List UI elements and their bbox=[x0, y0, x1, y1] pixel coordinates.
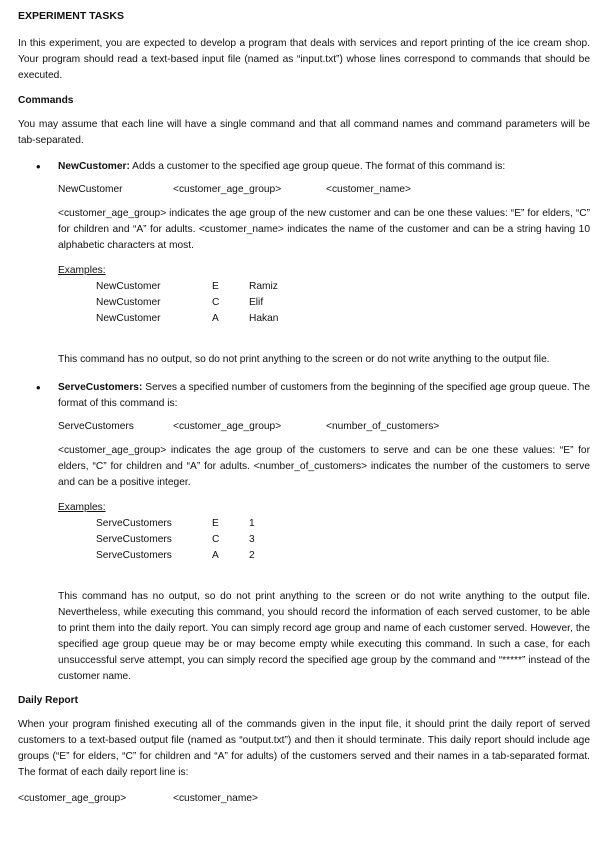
bullet-dot-icon: • bbox=[36, 159, 41, 174]
example-row bbox=[58, 532, 590, 548]
commands-heading: Commands bbox=[18, 95, 74, 106]
new-customer-explanation: <customer_age_group> indicates the age group of the new customer and can be one these values: “E” for elders, “C” for children and “A” for adults. <customer_name> indicates the name of the customer and can be a string having 10 alphabetic characters at most. bbox=[58, 208, 590, 251]
new-customer-summary bbox=[58, 159, 590, 175]
bullet-dot-icon: • bbox=[36, 380, 41, 395]
serve-customers-explanation: <customer_age_group> indicates the age group of the customers to serve and can be one these values: “E” for elders, “C” for children and “A” for adults. <number_of_customers> indicates the number of the customers to serve and can be a positive integer. bbox=[58, 445, 590, 488]
example-command: ServeCustomers bbox=[96, 550, 172, 561]
commands-description: You may assume that each line will have a single command and that all command names and command parameters will be tab-separated. bbox=[18, 119, 590, 146]
serve-customers-summary bbox=[58, 380, 590, 412]
example-group: C bbox=[212, 534, 220, 545]
serve-customers-examples-label: Examples: bbox=[58, 502, 106, 513]
format-command: ServeCustomers bbox=[58, 421, 134, 432]
example-command: NewCustomer bbox=[96, 281, 161, 292]
example-value: Hakan bbox=[249, 313, 279, 324]
serve-customers-body bbox=[18, 419, 590, 685]
new-customer-command-name: NewCustomer: bbox=[58, 161, 130, 172]
example-value: 3 bbox=[249, 534, 255, 545]
new-customer-format-line bbox=[58, 182, 590, 198]
serve-customers-command-name: ServeCustomers: bbox=[58, 382, 143, 393]
example-command: NewCustomer bbox=[96, 297, 161, 308]
new-customer-bullet bbox=[18, 159, 590, 175]
format-param-2: <customer_name> bbox=[326, 184, 411, 195]
example-value: Elif bbox=[249, 297, 264, 308]
format-param-1: <customer_age_group> bbox=[173, 421, 282, 432]
example-row bbox=[58, 548, 590, 564]
example-row bbox=[58, 279, 590, 295]
new-customer-note: This command has no output, so do not print anything to the screen or do not write anything to the output file. bbox=[58, 354, 550, 365]
daily-report-format-line bbox=[18, 791, 590, 807]
daily-report-description: When your program finished executing all of the commands given in the input file, it should print the daily report of served customers to a text-based output file (named as “output.txt”) and then it should terminate. This daily report should include age groups (“E” for elders, “C” for children and “A” for adults) of the customers served and their names in a tab-separated format. The format of each daily report line is: bbox=[18, 719, 590, 778]
example-group: E bbox=[212, 518, 219, 529]
example-value: 1 bbox=[249, 518, 255, 529]
serve-customers-summary-text: Serves a specified number of customers from the beginning of the specified age group queue. The format of this command is: bbox=[58, 382, 590, 409]
example-group: C bbox=[212, 297, 220, 308]
new-customer-examples-label: Examples: bbox=[58, 265, 106, 276]
format-command: NewCustomer bbox=[58, 184, 123, 195]
example-row bbox=[58, 295, 590, 311]
example-value: Ramiz bbox=[249, 281, 278, 292]
example-value: 2 bbox=[249, 550, 255, 561]
serve-customers-format-line bbox=[58, 419, 590, 435]
format-param-2: <number_of_customers> bbox=[326, 421, 440, 432]
new-customer-body bbox=[18, 182, 590, 368]
format-param-2: <customer_name> bbox=[173, 793, 258, 804]
example-group: E bbox=[212, 281, 219, 292]
format-param-1: <customer_age_group> bbox=[18, 793, 127, 804]
example-group: A bbox=[212, 550, 219, 561]
example-command: ServeCustomers bbox=[96, 518, 172, 529]
example-row bbox=[58, 516, 590, 532]
page-title: EXPERIMENT TASKS bbox=[18, 10, 124, 22]
example-row bbox=[58, 311, 590, 327]
intro-paragraph: In this experiment, you are expected to develop a program that deals with services and report printing of the ice cream shop. Your program should read a text-based input file (named as “input.txt”) whose lines correspond to commands that should be executed. bbox=[18, 38, 590, 81]
format-param-1: <customer_age_group> bbox=[173, 184, 282, 195]
serve-customers-note: This command has no output, so do not print anything to the screen or do not write anything to the output file. Nevertheless, while executing this command, you should record the information of each served customer, to be able to print them into the daily report. You can simply record age group and name of each customer served. However, the specified age group queue may be or may become empty while executing this command. In such a case, for each unsuccessful serve attempt, you can simply record the specified age group by the command and “*****” instead of the customer name. bbox=[58, 591, 590, 682]
example-command: ServeCustomers bbox=[96, 534, 172, 545]
daily-report-heading: Daily Report bbox=[18, 695, 79, 706]
example-group: A bbox=[212, 313, 219, 324]
example-command: NewCustomer bbox=[96, 313, 161, 324]
new-customer-summary-text: Adds a customer to the specified age group queue. The format of this command is: bbox=[129, 161, 506, 172]
serve-customers-bullet bbox=[18, 380, 590, 412]
